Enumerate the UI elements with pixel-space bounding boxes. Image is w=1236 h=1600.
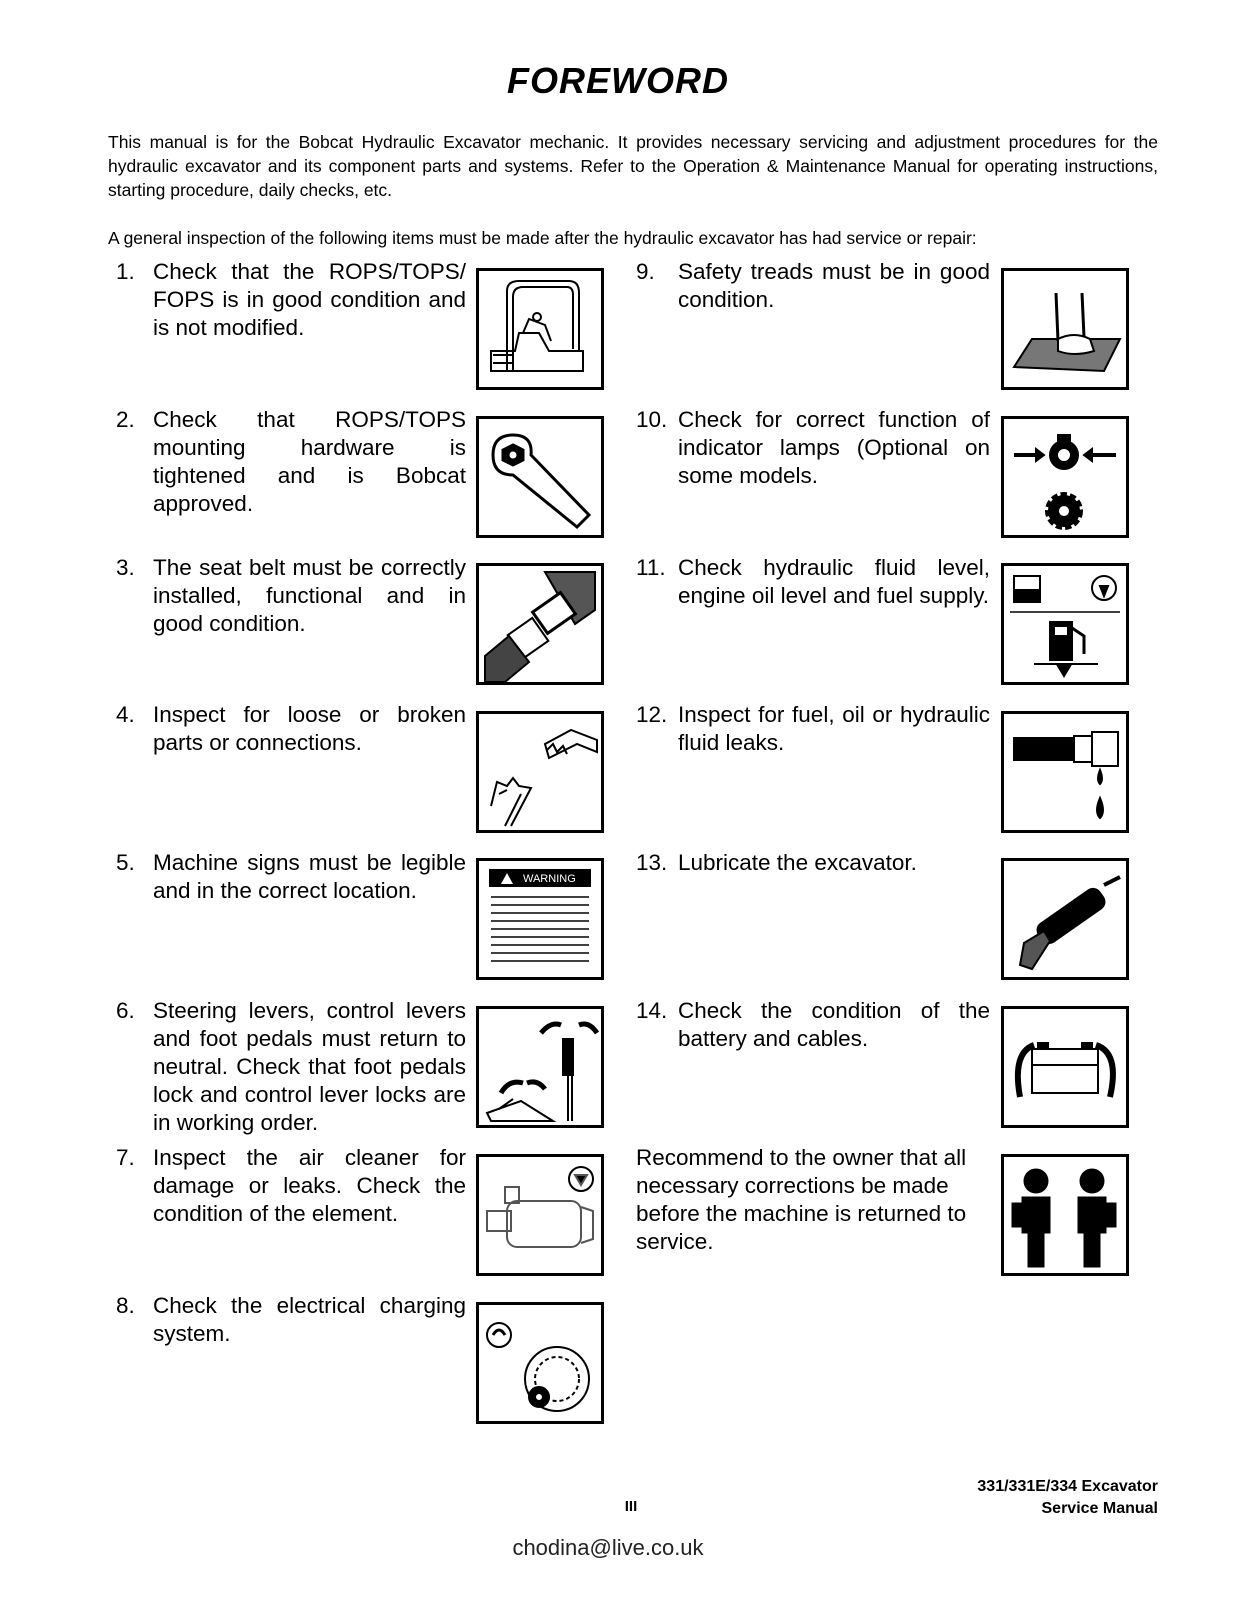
item-number: 12. <box>636 702 668 727</box>
broken-parts-icon <box>476 711 604 833</box>
levers-pedals-icon <box>476 1006 604 1128</box>
wrench-icon <box>476 416 604 538</box>
safety-tread-icon <box>1001 268 1129 390</box>
recommend-note: Recommend to the owner that all necessary corrections be made before the machine is returned to service. <box>636 1145 967 1254</box>
fluid-levels-icon <box>1001 563 1129 685</box>
owner-mechanic-icon <box>1001 1154 1129 1276</box>
grease-gun-icon <box>1001 858 1129 980</box>
warning-sign-icon <box>476 858 604 980</box>
footer-manual-title <box>977 1476 1158 1520</box>
inspection-lead: A general inspection of the following items must be made after the hydraulic excavator has had service or repair: <box>108 228 977 248</box>
seat-belt-icon <box>476 563 604 685</box>
item-number: 5. <box>116 850 135 875</box>
hose-leak-icon <box>1001 711 1129 833</box>
item-text: Lubricate the excavator. <box>678 850 917 875</box>
item-text: Check the condition of the battery and cables. <box>678 998 990 1051</box>
item-text: Check for correct function of indicator lamps (Optional on some models. <box>678 407 990 488</box>
item-number: 11. <box>636 555 666 580</box>
item-number: 2. <box>116 407 135 432</box>
item-text: Check that the ROPS/TOPS/ FOPS is in good condition and is not modified. <box>153 259 466 340</box>
item-number: 10. <box>636 407 668 432</box>
item-text: Inspect for fuel, oil or hydraulic fluid leaks. <box>678 702 990 755</box>
alternator-icon <box>476 1302 604 1424</box>
indicator-lamps-icon <box>1001 416 1129 538</box>
item-text: Steering levers, control levers and foot pedals must return to neutral. Check that foot pedals lock and control lever locks are in working order. <box>153 998 466 1135</box>
footer-manual: Service Manual <box>1041 1500 1158 1517</box>
item-number: 7. <box>116 1145 135 1170</box>
air-cleaner-icon <box>476 1154 604 1276</box>
footer-model: 331/331E/334 Excavator <box>977 1478 1158 1495</box>
item-text: Check that ROPS/TOPS mounting hardware is tightened and is Bobcat approved. <box>153 407 466 516</box>
item-text: Inspect the air cleaner for damage or leaks. Check the condition of the element. <box>153 1145 466 1226</box>
rops-cab-icon <box>476 268 604 390</box>
item-text: Inspect for loose or broken parts or connections. <box>153 702 466 755</box>
watermark-email: chodina@live.co.uk <box>512 1535 704 1560</box>
warning-sign-label: WARNING <box>523 873 576 885</box>
item-number: 3. <box>116 555 135 580</box>
intro-paragraph: This manual is for the Bobcat Hydraulic Excavator mechanic. It provides necessary servicing and adjustment procedures for the hydraulic excavator and its component parts and systems. Refer to the Operation & Maintenance Manual for operating instructions, starting procedure, daily checks, etc. <box>108 132 1158 200</box>
item-text: Machine signs must be legible and in the correct location. <box>153 850 466 903</box>
battery-icon <box>1001 1006 1129 1128</box>
item-number: 13. <box>636 850 668 875</box>
item-text: Safety treads must be in good condition. <box>678 259 990 312</box>
item-number: 14. <box>636 998 668 1023</box>
page-title: FOREWORD <box>507 60 729 101</box>
item-number: 6. <box>116 998 135 1023</box>
item-text: Check the electrical charging system. <box>153 1293 466 1346</box>
page-number: III <box>624 1498 638 1515</box>
item-number: 4. <box>116 702 135 727</box>
item-number: 8. <box>116 1293 135 1318</box>
item-text: The seat belt must be correctly installed, functional and in good condition. <box>153 555 466 636</box>
item-text: Check hydraulic fluid level, engine oil level and fuel supply. <box>678 555 990 608</box>
item-number: 1. <box>116 259 135 284</box>
item-number: 9. <box>636 259 655 284</box>
